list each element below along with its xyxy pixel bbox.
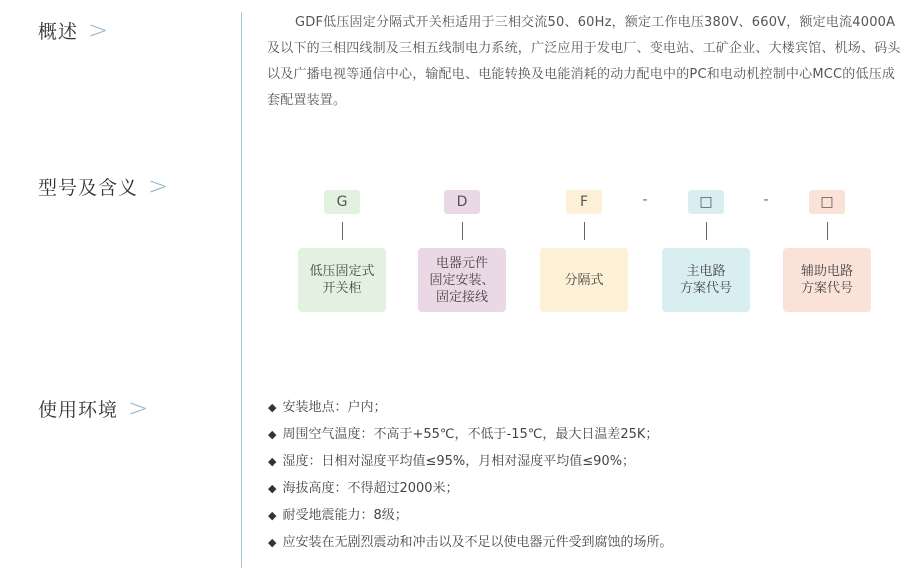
- meaning-line: 开关柜: [322, 281, 362, 296]
- meaning-line: 分隔式: [564, 272, 604, 288]
- code-letter: G: [336, 194, 348, 210]
- diamond-bullet-icon: ◆: [268, 455, 277, 468]
- meaning-box-g: [298, 248, 386, 312]
- meaning-line: 低压固定式: [309, 264, 375, 279]
- list-item: [268, 394, 672, 421]
- code-placeholder: □: [699, 194, 713, 210]
- list-item: [268, 529, 672, 556]
- meaning-box-f: [540, 248, 628, 312]
- diamond-bullet-icon: ◆: [268, 428, 277, 441]
- meaning-box-main-circuit: [662, 248, 750, 312]
- list-item-text: 应安装在无剧烈震动和冲击以及不足以使电器元件受到腐蚀的场所。: [282, 535, 673, 550]
- meaning-line: 电器元件: [435, 255, 488, 271]
- connector-line: [706, 222, 707, 240]
- connector-line: [584, 222, 585, 240]
- model-code-g: [324, 190, 360, 214]
- meaning-line: 主电路: [686, 264, 726, 279]
- model-code-main-circuit: [688, 190, 724, 214]
- model-code-d: [444, 190, 480, 214]
- meaning-line: 固定接线: [435, 289, 488, 305]
- separator-dash: -: [642, 192, 648, 208]
- environment-list: [268, 394, 672, 556]
- diamond-bullet-icon: ◆: [268, 401, 277, 414]
- code-letter: D: [456, 194, 468, 210]
- meaning-box-aux-circuit: [783, 248, 871, 312]
- connector-line: [342, 222, 343, 240]
- vertical-divider: [241, 12, 242, 568]
- meaning-line: 方案代号: [679, 281, 732, 296]
- section-title: 使用环境: [38, 398, 119, 421]
- chevron-right-icon: >: [88, 16, 110, 44]
- list-item-text: 周围空气温度：不高于+55℃，不低于-15℃，最大日温差25K；: [282, 427, 659, 442]
- meaning-line: 辅助电路: [800, 264, 853, 279]
- section-title: 型号及含义: [38, 176, 139, 199]
- separator-dash: -: [763, 192, 769, 208]
- list-item: [268, 502, 672, 529]
- overview-paragraph: GDF低压固定分隔式开关柜适用于三相交流50、60Hz，额定工作电压380V、660V，额定电流4000A及以下的三相四线制及三相五线制电力系统，广泛应用于发电厂、变电站、工矿企业、大楼宾馆、机场、码头以及广播电视等通信中心，输配电、电能转换及电能消耗的动力配电中的PC和电动机控制中心MCC的低压成套配置装置。: [267, 15, 901, 108]
- diamond-bullet-icon: ◆: [268, 509, 277, 522]
- section-heading-environment: [38, 393, 149, 423]
- model-code-aux-circuit: [809, 190, 845, 214]
- list-item-text: 海拔高度：不得超过2000米；: [282, 481, 459, 496]
- meaning-line: 方案代号: [800, 281, 853, 296]
- list-item: [268, 421, 672, 448]
- chevron-right-icon: >: [128, 394, 150, 422]
- code-letter: F: [579, 194, 589, 210]
- code-placeholder: □: [820, 194, 834, 210]
- connector-line: [827, 222, 828, 240]
- section-heading-overview: [38, 15, 109, 45]
- list-item-text: 安装地点：户内；: [282, 400, 387, 415]
- section-heading-model: [38, 171, 169, 201]
- model-code-f: [566, 190, 602, 214]
- meaning-line: 固定安装、: [429, 272, 495, 288]
- list-item: [268, 448, 672, 475]
- connector-line: [462, 222, 463, 240]
- section-title: 概述: [38, 20, 79, 43]
- list-item-text: 耐受地震能力：8级；: [282, 508, 408, 523]
- chevron-right-icon: >: [148, 172, 170, 200]
- list-item: [268, 475, 672, 502]
- list-item-text: 湿度：日相对湿度平均值≤95%，月相对湿度平均值≤90%；: [282, 454, 636, 469]
- meaning-box-d: [418, 248, 506, 312]
- diamond-bullet-icon: ◆: [268, 482, 277, 495]
- diamond-bullet-icon: ◆: [268, 536, 277, 549]
